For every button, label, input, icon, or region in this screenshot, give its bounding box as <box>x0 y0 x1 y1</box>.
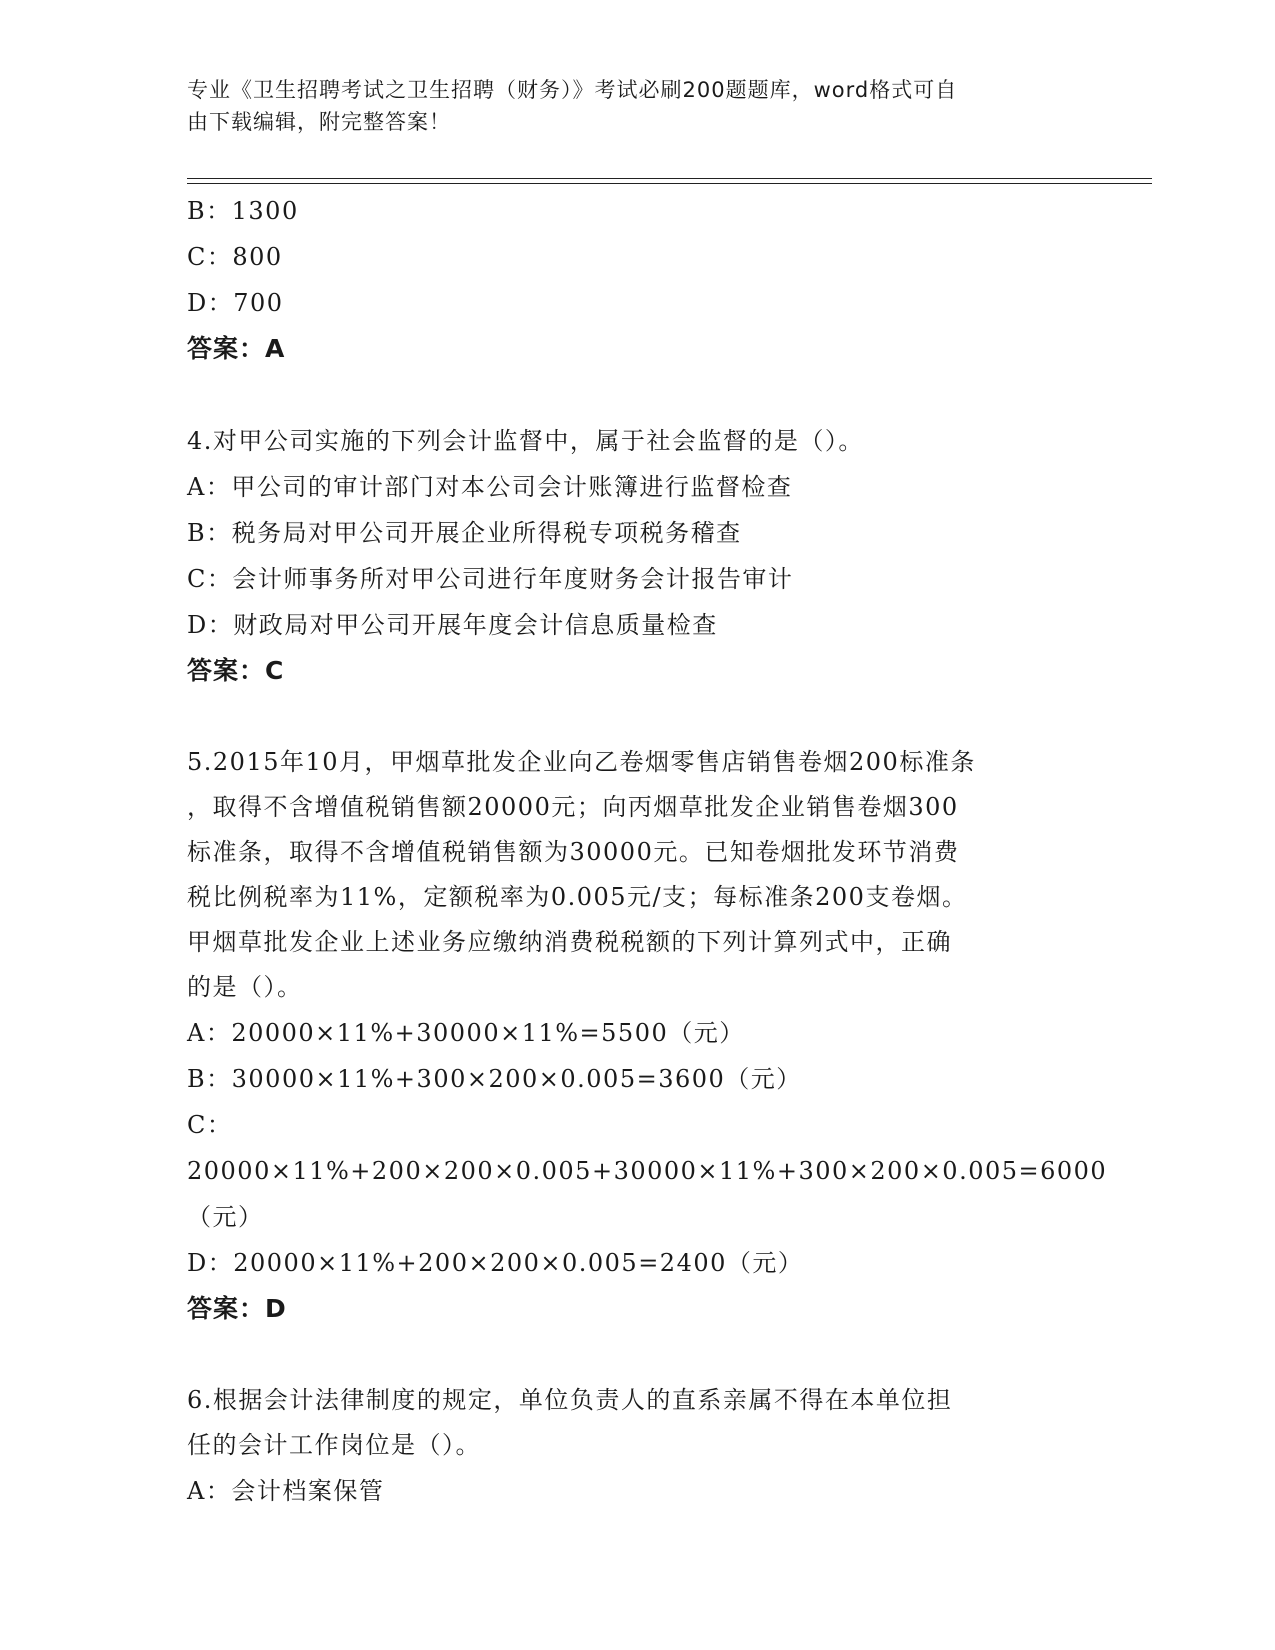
answer-label: 答案：A <box>187 334 286 363</box>
prev-question <box>187 188 1087 372</box>
option-c: C：20000×11%+200×200×0.005+30000×11%+300×200×0.005=6000 <box>187 1111 1108 1185</box>
question-stem: 4.对甲公司实施的下列会计监督中，属于社会监督的是（）。 <box>187 427 864 455</box>
question-stem-line: ，取得不含增值税销售额20000元；向丙烟草批发企业销售卷烟300 <box>187 793 959 821</box>
question-stem-line: 6.根据会计法律制度的规定，单位负责人的直系亲属不得在本单位担 <box>187 1386 953 1414</box>
question-stem-line: 5.2015年10月，甲烟草批发企业向乙卷烟零售店销售卷烟200标准条 <box>187 748 976 776</box>
answer-label: 答案：D <box>187 1294 287 1323</box>
option-a: A：会计档案保管 <box>187 1477 385 1505</box>
option-a: A：20000×11%+30000×11%=5500（元） <box>187 1019 745 1047</box>
option-b: B：税务局对甲公司开展企业所得税专项税务稽查 <box>187 519 742 547</box>
question-stem-line: 税比例税率为11%，定额税率为0.005元/支；每标准条200支卷烟。 <box>187 883 968 911</box>
spacer <box>187 694 1087 740</box>
option-c: C：会计师事务所对甲公司进行年度财务会计报告审计 <box>187 565 794 593</box>
question-stem-line: 甲烟草批发企业上述业务应缴纳消费税税额的下列计算列式中，正确 <box>187 928 952 956</box>
option-c: C：800 <box>187 243 283 271</box>
option-c-continued: （元） <box>187 1203 264 1231</box>
question-stem-line: 标准条，取得不含增值税销售额为30000元。已知卷烟批发环节消费 <box>187 838 960 866</box>
header-line-1: 专业《卫生招聘考试之卫生招聘（财务）》考试必刷200题题库，word格式可自 <box>187 78 958 102</box>
header-divider-top <box>187 178 1152 179</box>
option-a: A：甲公司的审计部门对本公司会计账簿进行监督检查 <box>187 473 793 501</box>
question-content <box>187 188 1108 1514</box>
question-5 <box>187 740 1108 1332</box>
question-stem-line: 的是（）。 <box>187 973 303 1001</box>
option-b: B：1300 <box>187 197 299 225</box>
answer-label: 答案：C <box>187 656 285 685</box>
question-4 <box>187 418 1087 694</box>
header-line-2: 由下载编辑，附完整答案！ <box>187 110 451 134</box>
option-b: B：30000×11%+300×200×0.005=3600（元） <box>187 1065 802 1093</box>
header-divider-bottom <box>187 183 1152 184</box>
spacer <box>187 372 1087 418</box>
option-d: D：700 <box>187 289 284 317</box>
spacer <box>187 1332 1087 1378</box>
question-6 <box>187 1378 1087 1514</box>
option-d: D：20000×11%+200×200×0.005=2400（元） <box>187 1249 804 1277</box>
page-header <box>187 74 1067 138</box>
question-stem-line: 任的会计工作岗位是（）。 <box>187 1431 481 1459</box>
option-d: D：财政局对甲公司开展年度会计信息质量检查 <box>187 611 718 639</box>
